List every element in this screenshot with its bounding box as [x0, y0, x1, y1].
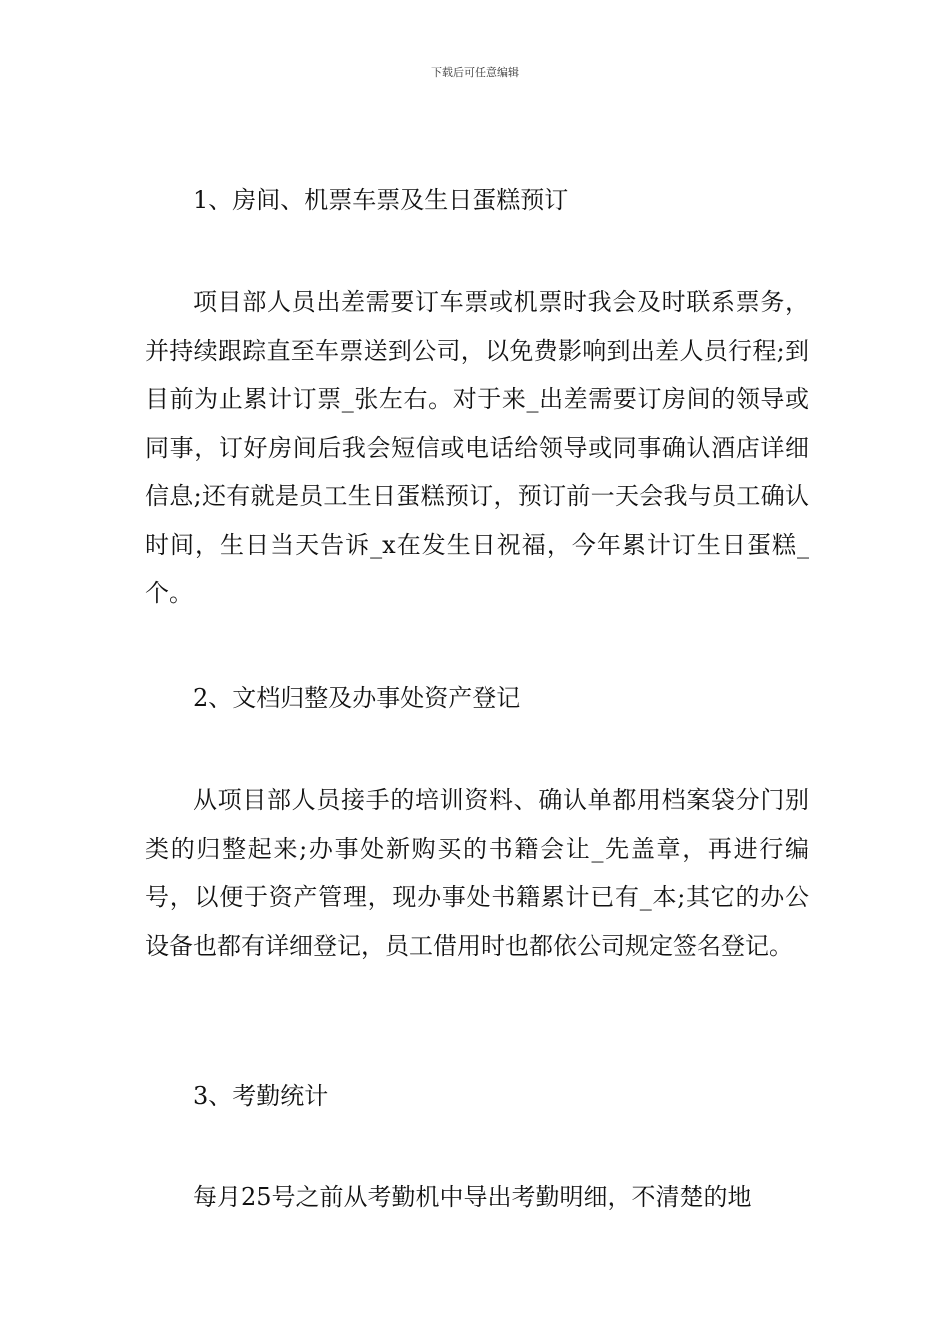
section-paragraph-3: 每月25号之前从考勤机中导出考勤明细，不清楚的地 [193, 1183, 752, 1211]
section-heading-1: 1、房间、机票车票及生日蛋糕预订 [193, 186, 569, 214]
section-heading-2: 2、文档归整及办事处资产登记 [193, 684, 521, 712]
section-heading-3: 3、考勤统计 [193, 1082, 329, 1110]
section-paragraph-1: 项目部人员出差需要订车票或机票时我会及时联系票务，并持续跟踪直至车票送到公司，以免费影响到出差人员行程;到目前为止累计订票_张左右。对于来_出差需要订房间的领导或同事，订好房间后我会短信或电话给领导或同事确认酒店详细信息;还有就是员工生日蛋糕预订，预订前一天会我与员工确认时间，生日当天告诉_x在发生日祝福，今年累计订生日蛋糕_个。 [145, 288, 809, 607]
page-header: 下载后可任意编辑 [431, 66, 519, 79]
section-paragraph-2: 从项目部人员接手的培训资料、确认单都用档案袋分门别类的归整起来;办事处新购买的书籍会让_先盖章，再进行编号，以便于资产管理，现办事处书籍累计已有_本;其它的办公设备也都有详细登记，员工借用时也都依公司规定签名登记。 [145, 786, 809, 960]
